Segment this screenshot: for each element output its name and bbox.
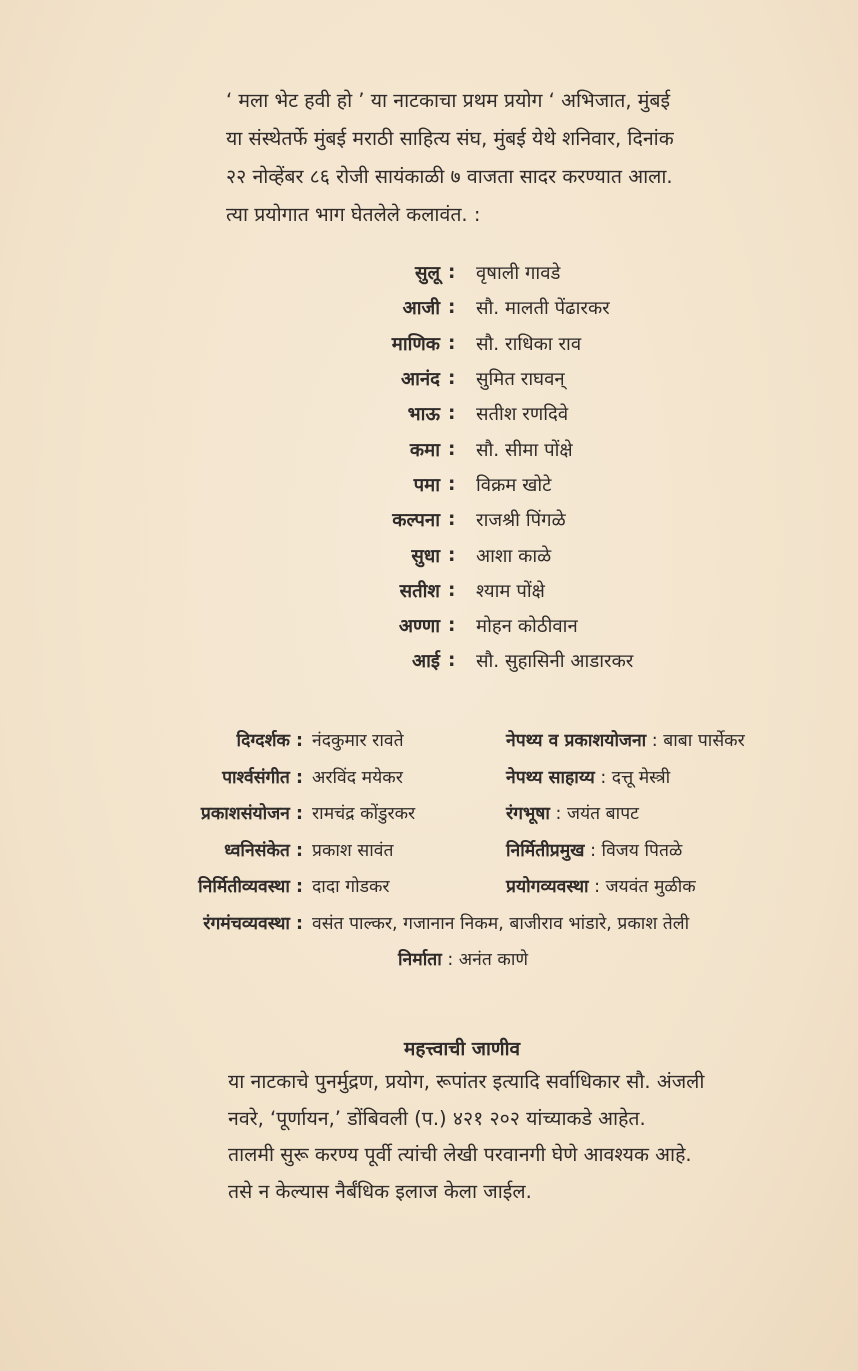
crew-right-value: : बाबा पार्सेकर	[651, 731, 745, 751]
cast-row	[300, 467, 750, 502]
cast-role: आनंद	[401, 369, 440, 391]
cast-actor: आशा काळे	[476, 545, 552, 567]
cast-separator: :	[448, 297, 456, 319]
cast-row	[300, 537, 750, 572]
crew-right-entry	[506, 801, 639, 825]
crew-left-value: दादा गोडकर	[312, 877, 390, 897]
intro-line: त्या प्रयोगात भाग घेतलेले कलावंत. :	[226, 203, 481, 226]
cast-separator: :	[448, 332, 456, 354]
intro-line: या संस्थेतर्फे मुंबई मराठी साहित्य संघ, मुंबई येथे शनिवार, दिनांक	[226, 127, 674, 150]
cast-row	[300, 573, 750, 608]
crew-row	[0, 728, 858, 765]
cast-actor: सौ. सुहासिनी आडारकर	[476, 651, 634, 673]
notice-paragraph	[228, 1064, 828, 1210]
crew-right-label: निर्मितीप्रमुख	[506, 840, 585, 861]
cast-row	[300, 643, 750, 678]
crew-left-label: दिग्दर्शक :	[236, 731, 303, 751]
notice-line: तसे न केल्यास नैर्बंधिक इलाज केला जाईल.	[228, 1179, 532, 1203]
notice-line: या नाटकाचे पुनर्मुद्रण, प्रयोग, रूपांतर इत्यादि सर्वाधिकार सौ. अंजली	[228, 1070, 705, 1093]
cast-actor: सतीश रणदिवे	[476, 404, 569, 426]
cast-row	[300, 431, 750, 466]
cast-separator: :	[448, 438, 456, 460]
cast-actor: मोहन कोठीवान	[476, 616, 578, 638]
crew-right-value: : जयंत बापट	[555, 804, 639, 824]
crew-right-label: प्रयोगव्यवस्था	[506, 877, 589, 897]
crew-left-value: रामचंद्र कोंडुरकर	[312, 804, 416, 824]
stage-management-row	[0, 911, 858, 948]
cast-role: सुलू	[414, 263, 440, 285]
cast-separator: :	[448, 473, 456, 495]
crew-left-label: प्रकाशसंयोजन :	[200, 804, 303, 824]
intro-line: २२ नोव्हेंबर ८६ रोजी सायंकाळी ७ वाजता सादर करण्यात आला.	[226, 165, 673, 188]
crew-row	[0, 765, 858, 802]
notice-line: नवरे, ‘पूर्णायन,’ डोंबिवली (प.) ४२१ २०२ यांच्याकडे आहेत.	[228, 1106, 646, 1130]
crew-list	[0, 728, 858, 984]
cast-separator: :	[448, 615, 456, 637]
cast-actor: राजश्री पिंगळे	[476, 510, 566, 532]
cast-actor: श्याम पोंक्षे	[476, 580, 545, 602]
cast-separator: :	[448, 262, 456, 284]
cast-row	[300, 396, 750, 431]
cast-role: भाऊ	[407, 404, 440, 426]
cast-role: सतीश	[399, 580, 440, 602]
cast-role: आई	[412, 651, 440, 673]
producer-entry	[398, 947, 528, 971]
cast-actor: सौ. मालती पेंढारकर	[476, 298, 610, 320]
crew-left-value: नंदकुमार रावते	[312, 731, 404, 751]
cast-role: पमा	[413, 474, 440, 496]
cast-separator: :	[448, 403, 456, 425]
cast-role: कल्पना	[392, 510, 440, 532]
intro-paragraph	[226, 82, 826, 234]
intro-line: ‘ मला भेट हवी हो ’ या नाटकाचा प्रथम प्रयोग ‘ अभिजात, मुंबई	[226, 89, 671, 112]
crew-right-entry	[506, 728, 745, 752]
stage-management-value: वसंत पाल्कर, गजानान निकम, बाजीराव भांडारे, प्रकाश तेली	[312, 913, 690, 934]
crew-left-value: अरविंद मयेकर	[312, 767, 403, 788]
cast-list	[300, 255, 750, 679]
crew-left-value: प्रकाश सावंत	[312, 840, 394, 861]
crew-right-entry	[506, 874, 696, 898]
notice-heading: महत्त्वाची जाणीव	[404, 1038, 521, 1060]
producer-row	[0, 947, 858, 984]
crew-right-label: नेपथ्य साहाय्य	[506, 767, 595, 788]
cast-row	[300, 326, 750, 361]
crew-row	[0, 874, 858, 911]
crew-right-value: : विजय पितळे	[590, 840, 683, 861]
cast-row	[300, 290, 750, 325]
cast-actor: वृषाली गावडे	[476, 263, 561, 285]
cast-row	[300, 361, 750, 396]
cast-role: माणिक	[391, 333, 440, 355]
crew-right-entry	[506, 838, 682, 862]
crew-right-label: रंगभूषा	[506, 804, 550, 824]
producer-label: निर्माता	[398, 950, 442, 970]
cast-separator: :	[448, 579, 456, 601]
cast-separator: :	[448, 650, 456, 672]
crew-right-value: : दत्तू मेस्त्री	[600, 767, 671, 788]
notice-line: तालमी सुरू करण्य पूर्वी त्यांची लेखी परवानगी घेणे आवश्यक आहे.	[228, 1143, 692, 1166]
cast-actor: सौ. सीमा पोंक्षे	[476, 439, 573, 461]
crew-left-label: ध्वनिसंकेत :	[224, 840, 303, 861]
cast-actor: सौ. राधिका राव	[476, 333, 582, 355]
cast-separator: :	[448, 544, 456, 566]
cast-row	[300, 502, 750, 537]
crew-right-value: : जयवंत मुळीक	[594, 877, 696, 897]
crew-row	[0, 801, 858, 838]
cast-row	[300, 255, 750, 290]
cast-role: अण्णा	[398, 616, 440, 638]
cast-actor: सुमित राघवन्	[476, 369, 565, 391]
cast-role: सुधा	[411, 545, 440, 567]
cast-separator: :	[448, 368, 456, 390]
cast-role: कमा	[409, 439, 440, 461]
producer-value: : अनंत काणे	[447, 950, 529, 970]
crew-row	[0, 838, 858, 875]
cast-row	[300, 608, 750, 643]
stage-management-label: रंगमंचव्यवस्था :	[203, 913, 303, 934]
crew-right-entry	[506, 765, 670, 789]
crew-left-label: निर्मितीव्यवस्था :	[198, 877, 303, 897]
crew-right-label: नेपथ्य व प्रकाशयोजना	[506, 731, 647, 751]
cast-separator: :	[448, 509, 456, 531]
cast-role: आजी	[402, 298, 440, 320]
cast-actor: विक्रम खोटे	[476, 474, 552, 496]
crew-left-label: पार्श्वसंगीत :	[222, 767, 303, 788]
